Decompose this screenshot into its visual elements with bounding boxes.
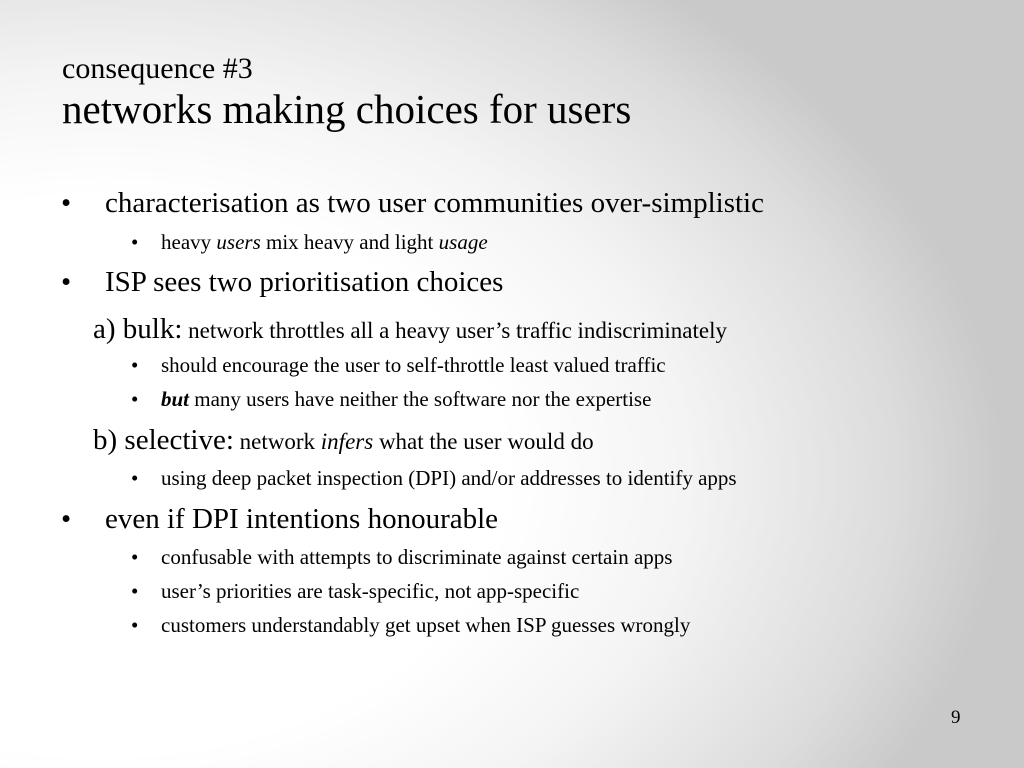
bullet-text: confusable with attempts to discriminate against certain apps <box>161 545 673 569</box>
bullet-mark: • <box>131 613 139 637</box>
text-segment: network <box>233 429 321 454</box>
bullet-text: using deep packet inspection (DPI) and/or addresses to identify apps <box>161 466 737 490</box>
emphasis-text: usage <box>438 230 488 254</box>
bullet-mark: • <box>131 466 139 490</box>
sub-bullet-item <box>131 612 691 638</box>
bullet-text: user’s priorities are task-specific, not app-specific <box>161 579 580 603</box>
bullet-item <box>61 265 504 299</box>
bullet-text: customers understandably get upset when ISP guesses wrongly <box>161 613 691 637</box>
page-number: 9 <box>951 707 961 728</box>
bullet-text: even if DPI intentions honourable <box>105 503 499 535</box>
bullet-text: ISP sees two prioritisation choices <box>105 266 504 298</box>
lettered-label: a) bulk: <box>93 313 183 345</box>
bullet-item <box>61 186 764 220</box>
bullet-mark: • <box>131 353 139 377</box>
bullet-item <box>61 502 499 536</box>
sub-bullet-item <box>131 465 737 491</box>
sub-bullet-item <box>131 544 673 570</box>
lettered-item <box>93 423 594 459</box>
text-segment: heavy <box>161 230 217 254</box>
emphasis-text: but <box>161 387 190 411</box>
bullet-mark: • <box>131 545 139 569</box>
bullet-text: characterisation as two user communities over-simplistic <box>105 187 764 219</box>
sub-bullet-item <box>131 352 666 378</box>
text-segment: what the user would do <box>373 429 594 454</box>
text-segment: mix heavy and light <box>260 230 439 254</box>
title-subtitle: consequence #3 <box>62 52 253 85</box>
bullet-mark: • <box>131 387 139 411</box>
lettered-label: b) selective: <box>93 424 234 456</box>
bullet-mark: • <box>131 230 139 254</box>
emphasis-text: users <box>216 230 261 254</box>
bullet-mark: • <box>61 503 72 535</box>
bullet-mark: • <box>61 187 72 219</box>
lettered-item <box>93 312 727 348</box>
title-main: networks making choices for users <box>62 86 632 132</box>
emphasis-text: infers <box>320 429 374 454</box>
sub-bullet-item <box>131 578 580 604</box>
bullet-mark: • <box>61 266 72 298</box>
sub-bullet-item <box>131 229 488 255</box>
bullet-text: should encourage the user to self-throttle least valued traffic <box>161 353 666 377</box>
bullet-mark: • <box>131 579 139 603</box>
sub-bullet-item <box>131 386 652 412</box>
lettered-text: network throttles all a heavy user’s traffic indiscriminately <box>182 318 728 343</box>
text-segment: many users have neither the software nor the expertise <box>189 387 652 411</box>
